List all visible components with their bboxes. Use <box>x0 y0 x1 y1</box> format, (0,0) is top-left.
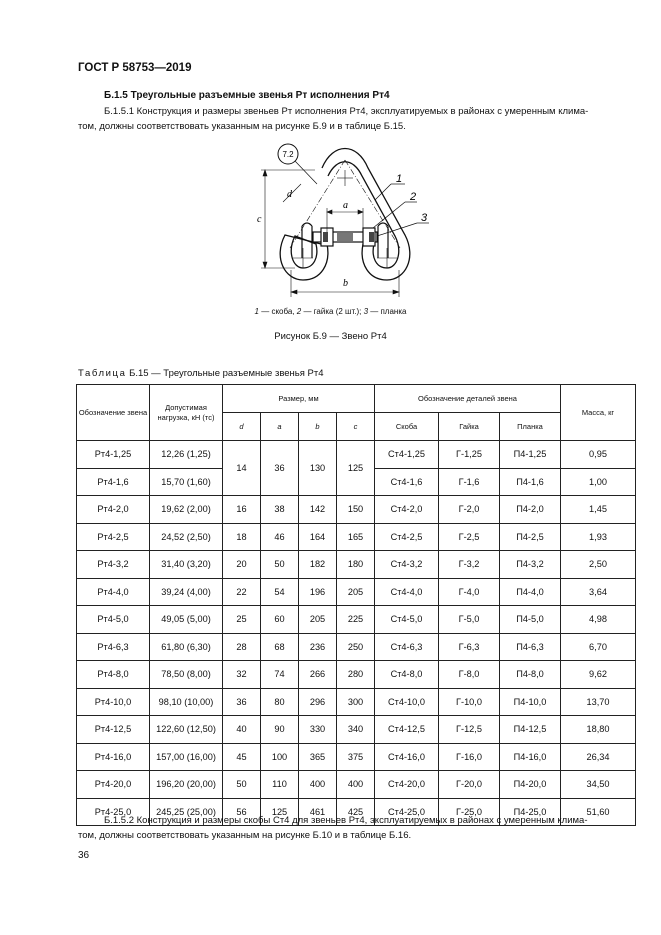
cell-designation: Рт4-25,0 <box>77 798 150 826</box>
cell-gaika: Г-1,25 <box>439 441 500 469</box>
cell-c: 125 <box>337 441 375 496</box>
cell-gaika: Г-25,0 <box>439 798 500 826</box>
legend-text-3: — планка <box>368 307 407 316</box>
table-title <box>78 368 324 379</box>
dimensions-table <box>76 384 636 826</box>
cell-skoba: Ст4-2,0 <box>375 496 439 524</box>
cell-load: 157,00 (16,00) <box>150 743 223 771</box>
header-parts-group: Обозначение деталей звена <box>375 385 561 413</box>
cell-gaika: Г-2,5 <box>439 523 500 551</box>
cell-load: 61,80 (6,30) <box>150 633 223 661</box>
cell-c: 180 <box>337 551 375 579</box>
legend-text-1: — скоба, <box>259 307 297 316</box>
table-row <box>77 523 636 551</box>
cell-a: 38 <box>261 496 299 524</box>
cell-planka: П4-1,6 <box>500 468 561 496</box>
plate-hatch <box>337 233 353 241</box>
cell-gaika: Г-10,0 <box>439 688 500 716</box>
paragraph-b152 <box>78 813 593 843</box>
cell-a: 50 <box>261 551 299 579</box>
nut-left-hatch <box>323 232 328 242</box>
dimension-c <box>261 170 315 268</box>
cell-load: 15,70 (1,60) <box>150 468 223 496</box>
cell-b: 330 <box>299 716 337 744</box>
table-row <box>77 661 636 689</box>
cell-mass: 1,00 <box>561 468 636 496</box>
cell-b: 182 <box>299 551 337 579</box>
cell-mass: 3,64 <box>561 578 636 606</box>
cell-c: 250 <box>337 633 375 661</box>
cell-a: 68 <box>261 633 299 661</box>
table-title-label: Таблица <box>78 368 127 379</box>
cell-load: 196,20 (20,00) <box>150 771 223 799</box>
cell-d: 50 <box>223 771 261 799</box>
cell-planka: П4-4,0 <box>500 578 561 606</box>
table-body <box>77 441 636 826</box>
cell-planka: П4-10,0 <box>500 688 561 716</box>
dimension-d-label: d <box>287 189 292 200</box>
cell-gaika: Г-16,0 <box>439 743 500 771</box>
cell-gaika: Г-20,0 <box>439 771 500 799</box>
cell-mass: 1,93 <box>561 523 636 551</box>
cell-b: 196 <box>299 578 337 606</box>
cell-a: 36 <box>261 441 299 496</box>
callout-3: 3 <box>421 212 428 224</box>
cell-mass: 4,98 <box>561 606 636 634</box>
page-number: 36 <box>78 850 90 861</box>
table-row <box>77 633 636 661</box>
header-a: a <box>261 413 299 441</box>
cell-c: 150 <box>337 496 375 524</box>
cell-d: 32 <box>223 661 261 689</box>
table-title-text: Б.15 — Треугольные разъемные звенья Рт4 <box>126 368 324 379</box>
cell-d: 40 <box>223 716 261 744</box>
cell-b: 142 <box>299 496 337 524</box>
figure-caption: Рисунок Б.9 — Звено Рт4 <box>274 331 387 342</box>
header-c: c <box>337 413 375 441</box>
cell-a: 125 <box>261 798 299 826</box>
legend-num-2: 2 <box>296 307 302 316</box>
dimension-b-label: b <box>343 278 348 289</box>
paragraph-b152-line1: Б.1.5.2 Конструкция и размеры скобы Ст4 для звеньев Рт4, эксплуатируемых в районах с умеренным клима- <box>104 815 588 826</box>
cell-a: 110 <box>261 771 299 799</box>
cell-skoba: Ст4-3,2 <box>375 551 439 579</box>
cell-load: 12,26 (1,25) <box>150 441 223 469</box>
cell-designation: Рт4-20,0 <box>77 771 150 799</box>
figure-b9-drawing <box>255 140 435 310</box>
table-row <box>77 496 636 524</box>
cell-mass: 26,34 <box>561 743 636 771</box>
callout-1: 1 <box>396 173 403 185</box>
cell-designation: Рт4-3,2 <box>77 551 150 579</box>
cell-d: 25 <box>223 606 261 634</box>
cell-planka: П4-25,0 <box>500 798 561 826</box>
cell-a: 54 <box>261 578 299 606</box>
cell-skoba: Ст4-25,0 <box>375 798 439 826</box>
cell-designation: Рт4-10,0 <box>77 688 150 716</box>
table-row <box>77 771 636 799</box>
cell-planka: П4-8,0 <box>500 661 561 689</box>
cell-gaika: Г-4,0 <box>439 578 500 606</box>
cell-mass: 9,62 <box>561 661 636 689</box>
cell-d: 20 <box>223 551 261 579</box>
cell-planka: П4-5,0 <box>500 606 561 634</box>
cell-a: 100 <box>261 743 299 771</box>
cell-a: 90 <box>261 716 299 744</box>
cell-b: 365 <box>299 743 337 771</box>
cell-mass: 0,95 <box>561 441 636 469</box>
cell-c: 340 <box>337 716 375 744</box>
table-row <box>77 688 636 716</box>
cell-skoba: Ст4-12,5 <box>375 716 439 744</box>
table-row <box>77 716 636 744</box>
cell-skoba: Ст4-2,5 <box>375 523 439 551</box>
cell-designation: Рт4-1,25 <box>77 441 150 469</box>
cell-load: 122,60 (12,50) <box>150 716 223 744</box>
cell-load: 39,24 (4,00) <box>150 578 223 606</box>
cell-c: 400 <box>337 771 375 799</box>
cell-c: 205 <box>337 578 375 606</box>
cell-d: 14 <box>223 441 261 496</box>
cell-a: 46 <box>261 523 299 551</box>
paragraph-b151 <box>78 104 593 134</box>
cell-a: 80 <box>261 688 299 716</box>
table-row <box>77 743 636 771</box>
cell-skoba: Ст4-20,0 <box>375 771 439 799</box>
cell-planka: П4-20,0 <box>500 771 561 799</box>
cell-gaika: Г-8,0 <box>439 661 500 689</box>
cell-gaika: Г-6,3 <box>439 633 500 661</box>
dimension-d <box>283 184 301 202</box>
cell-designation: Рт4-4,0 <box>77 578 150 606</box>
cell-c: 300 <box>337 688 375 716</box>
header-size-group: Размер, мм <box>223 385 375 413</box>
cell-mass: 6,70 <box>561 633 636 661</box>
table-row <box>77 578 636 606</box>
cell-designation: Рт4-2,5 <box>77 523 150 551</box>
paragraph-b151-line1: Б.1.5.1 Конструкция и размеры звеньев Рт исполнения Рт4, эксплуатируемых в районах с умеренным клима- <box>104 106 589 117</box>
callout-2: 2 <box>410 191 417 203</box>
table-row <box>77 551 636 579</box>
cell-load: 49,05 (5,00) <box>150 606 223 634</box>
cell-designation: Рт4-16,0 <box>77 743 150 771</box>
cell-c: 425 <box>337 798 375 826</box>
cell-gaika: Г-12,5 <box>439 716 500 744</box>
cell-b: 164 <box>299 523 337 551</box>
cell-designation: Рт4-5,0 <box>77 606 150 634</box>
dimension-a-label: a <box>343 200 348 211</box>
cell-c: 165 <box>337 523 375 551</box>
cell-skoba: Ст4-6,3 <box>375 633 439 661</box>
header-d: d <box>223 413 261 441</box>
cell-designation: Рт4-12,5 <box>77 716 150 744</box>
cell-designation: Рт4-6,3 <box>77 633 150 661</box>
legend-num-1: 1 <box>254 307 259 316</box>
cell-b: 205 <box>299 606 337 634</box>
cell-a: 74 <box>261 661 299 689</box>
cell-b: 296 <box>299 688 337 716</box>
cell-b: 236 <box>299 633 337 661</box>
cell-c: 225 <box>337 606 375 634</box>
header-b: b <box>299 413 337 441</box>
figure-legend <box>0 307 661 316</box>
paragraph-b152-line2: том, должны соответствовать указанным на рисунке Б.10 и в таблице Б.16. <box>78 830 412 841</box>
header-skoba: Скоба <box>375 413 439 441</box>
center-marks <box>293 170 397 268</box>
cell-skoba: Ст4-16,0 <box>375 743 439 771</box>
cell-mass: 51,60 <box>561 798 636 826</box>
header-mass: Масса, кг <box>561 385 636 441</box>
cell-designation: Рт4-8,0 <box>77 661 150 689</box>
header-planka: Планка <box>500 413 561 441</box>
cell-b: 461 <box>299 798 337 826</box>
cell-skoba: Ст4-5,0 <box>375 606 439 634</box>
cell-c: 375 <box>337 743 375 771</box>
cell-gaika: Г-3,2 <box>439 551 500 579</box>
roughness-label: 7.2 <box>282 150 294 159</box>
cell-load: 31,40 (3,20) <box>150 551 223 579</box>
cell-planka: П4-3,2 <box>500 551 561 579</box>
cell-mass: 1,45 <box>561 496 636 524</box>
cell-mass: 13,70 <box>561 688 636 716</box>
cell-planka: П4-2,0 <box>500 496 561 524</box>
table-row <box>77 441 636 469</box>
cell-d: 16 <box>223 496 261 524</box>
cell-designation: Рт4-2,0 <box>77 496 150 524</box>
dimension-c-label: c <box>257 214 262 225</box>
cell-load: 24,52 (2,50) <box>150 523 223 551</box>
cell-mass: 2,50 <box>561 551 636 579</box>
cell-skoba: Ст4-10,0 <box>375 688 439 716</box>
cell-skoba: Ст4-4,0 <box>375 578 439 606</box>
cell-designation: Рт4-1,6 <box>77 468 150 496</box>
cell-mass: 18,80 <box>561 716 636 744</box>
legend-num-3: 3 <box>363 307 369 316</box>
cell-planka: П4-2,5 <box>500 523 561 551</box>
cell-d: 56 <box>223 798 261 826</box>
section-title: Б.1.5 Треугольные разъемные звенья Рт исполнения Рт4 <box>104 90 390 101</box>
cell-planka: П4-16,0 <box>500 743 561 771</box>
cell-b: 130 <box>299 441 337 496</box>
header-load: Допустимая нагрузка, кН (тс) <box>150 385 223 441</box>
cell-d: 22 <box>223 578 261 606</box>
cell-planka: П4-12,5 <box>500 716 561 744</box>
cell-d: 18 <box>223 523 261 551</box>
document-header: ГОСТ Р 58753—2019 <box>78 62 192 74</box>
cell-b: 400 <box>299 771 337 799</box>
paragraph-b151-line2: том, должны соответствовать указанным на рисунке Б.9 и в таблице Б.15. <box>78 121 406 132</box>
cell-a: 60 <box>261 606 299 634</box>
cell-planka: П4-6,3 <box>500 633 561 661</box>
cell-d: 28 <box>223 633 261 661</box>
cell-skoba: Ст4-1,6 <box>375 468 439 496</box>
cell-load: 19,62 (2,00) <box>150 496 223 524</box>
header-designation: Обозначение звена <box>77 385 150 441</box>
cell-load: 98,10 (10,00) <box>150 688 223 716</box>
cell-skoba: Ст4-1,25 <box>375 441 439 469</box>
cell-skoba: Ст4-8,0 <box>375 661 439 689</box>
nut-right-hatch <box>369 232 374 242</box>
cell-gaika: Г-2,0 <box>439 496 500 524</box>
legend-text-2: — гайка (2 шт.); <box>301 307 364 316</box>
cell-load: 78,50 (8,00) <box>150 661 223 689</box>
cell-gaika: Г-5,0 <box>439 606 500 634</box>
header-gaika: Гайка <box>439 413 500 441</box>
cell-d: 45 <box>223 743 261 771</box>
cell-mass: 34,50 <box>561 771 636 799</box>
cell-c: 280 <box>337 661 375 689</box>
cell-gaika: Г-1,6 <box>439 468 500 496</box>
table-row <box>77 606 636 634</box>
cell-load: 245,25 (25,00) <box>150 798 223 826</box>
cell-planka: П4-1,25 <box>500 441 561 469</box>
cell-d: 36 <box>223 688 261 716</box>
cell-b: 266 <box>299 661 337 689</box>
